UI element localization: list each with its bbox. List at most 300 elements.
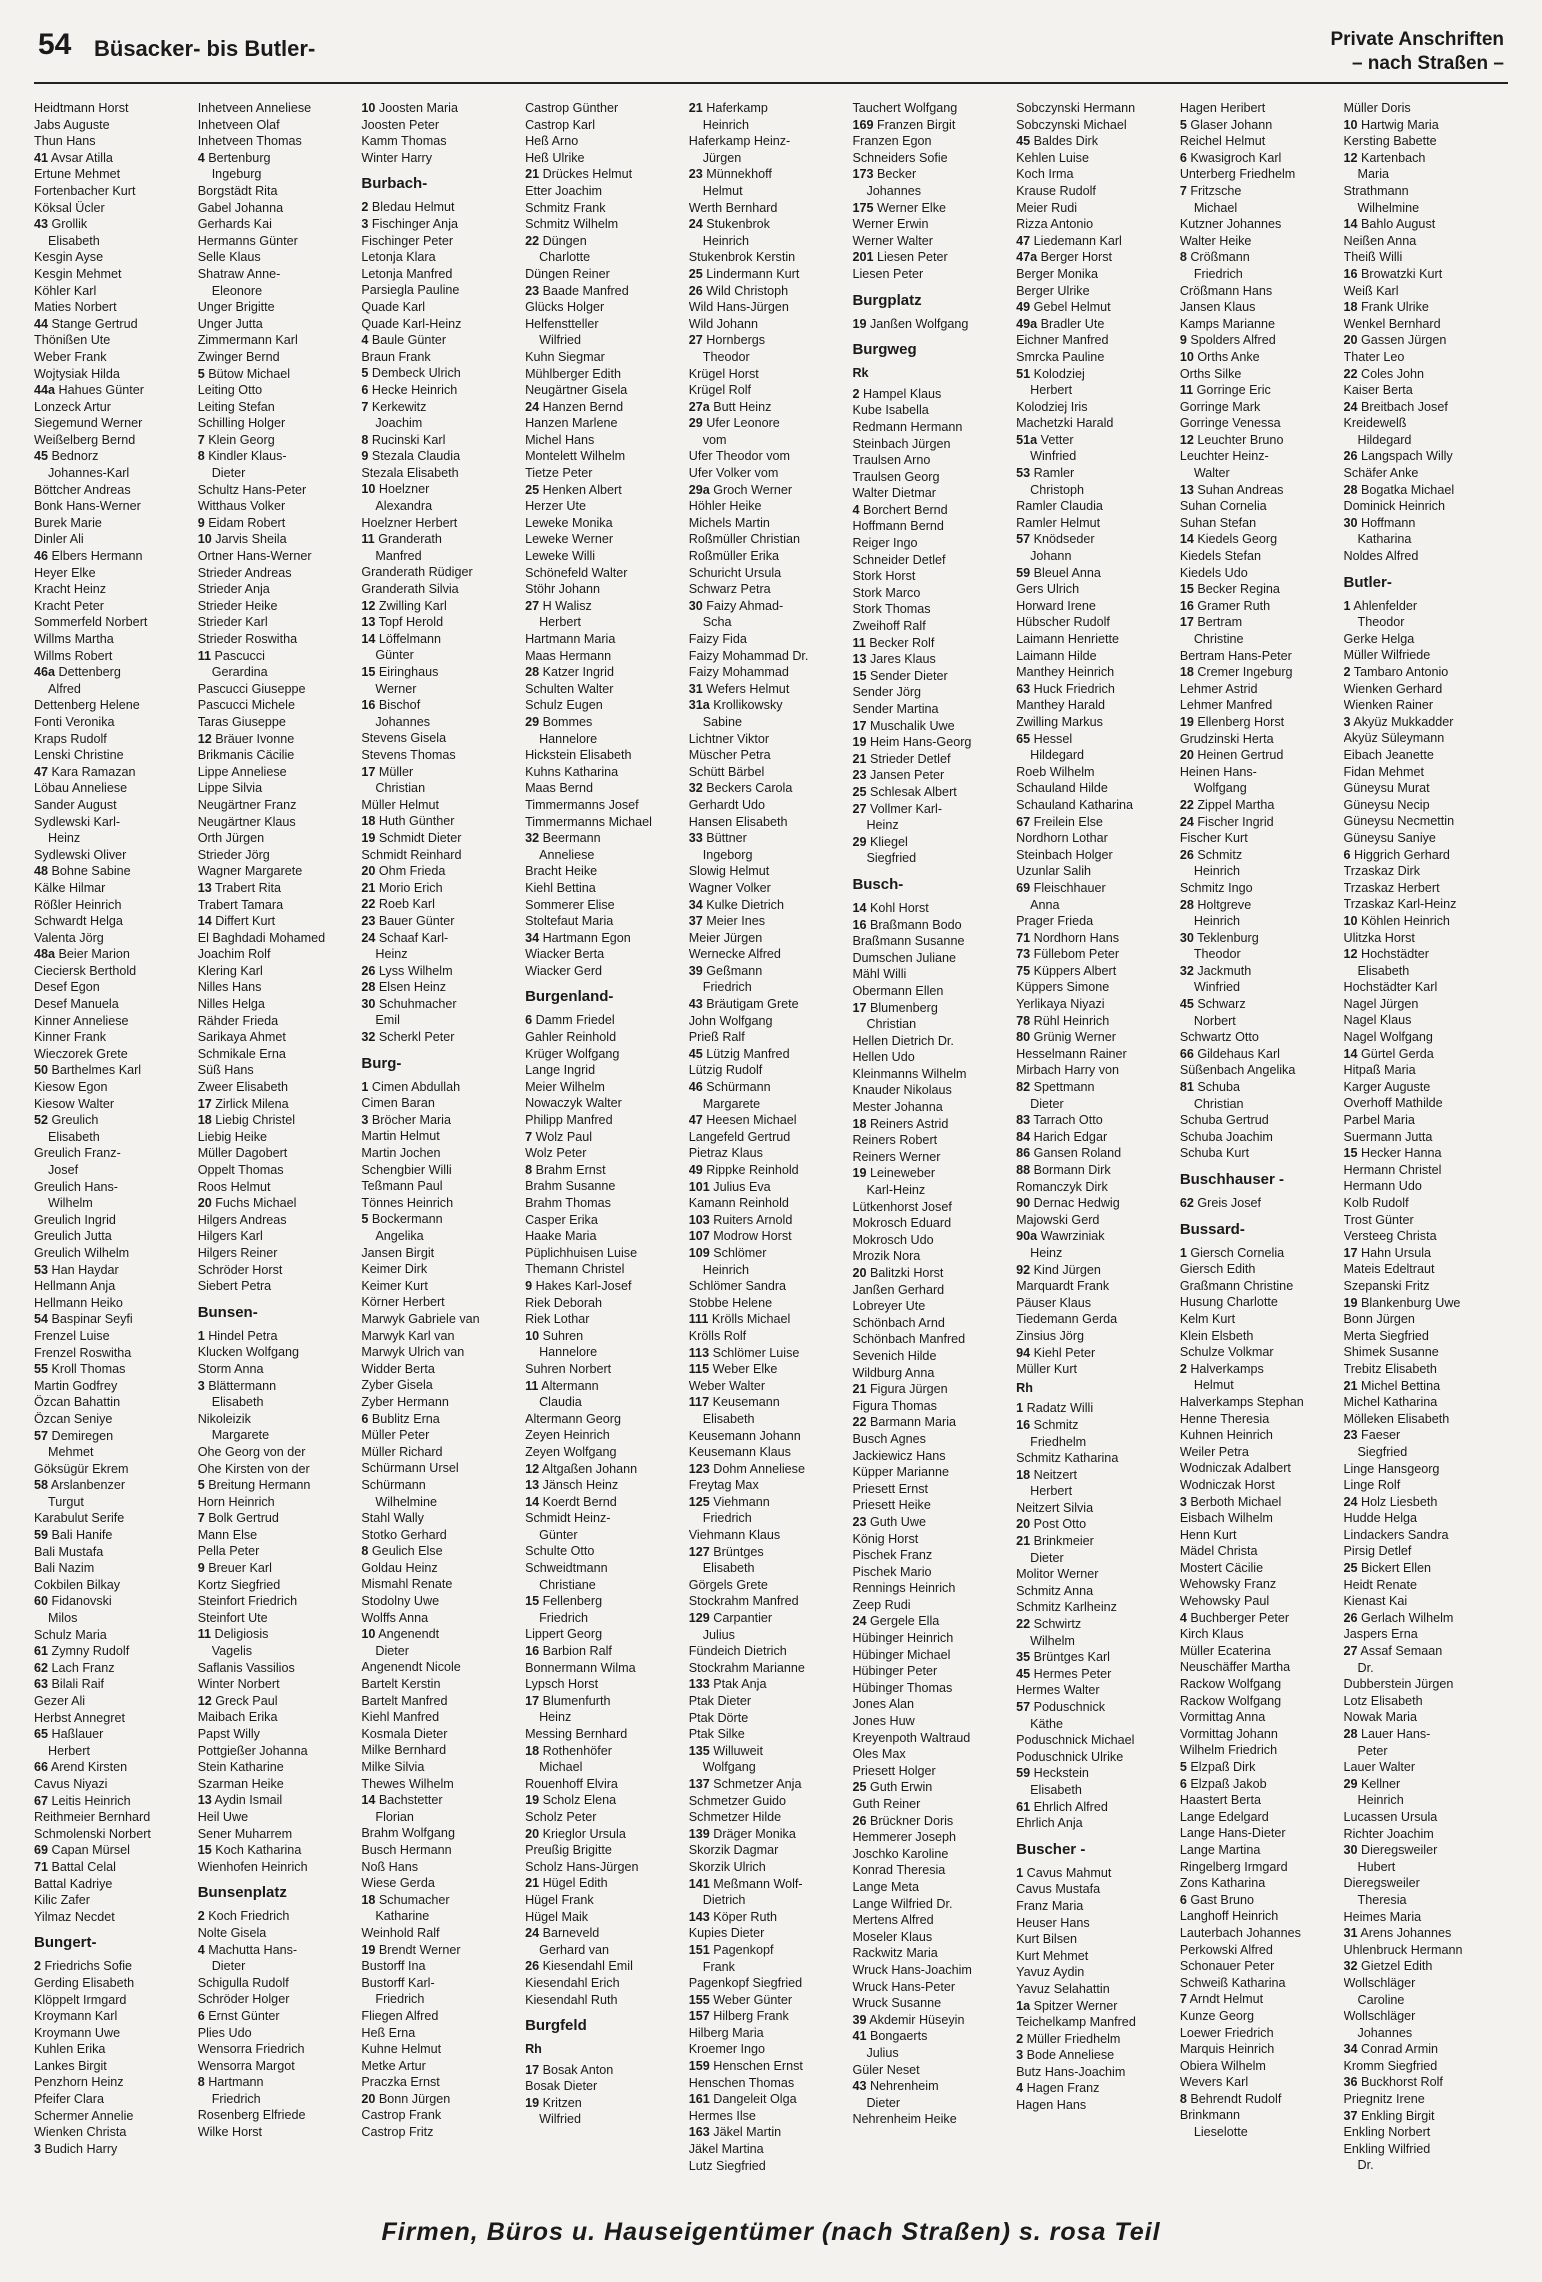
resident-name: Halverkamps	[1190, 1361, 1264, 1376]
resident-name: Freilein Else	[1033, 814, 1103, 829]
resident-name: Schweidtmann	[525, 1561, 608, 1576]
resident-name: Kolodziej Iris	[1016, 399, 1088, 414]
resident-name: Michel Hans	[525, 432, 595, 447]
house-number: 12	[197, 1693, 212, 1708]
resident-name: Tietze Peter	[525, 466, 593, 481]
resident-name: Breitbach Josef	[1361, 399, 1448, 414]
resident-name: Herzer Ute	[525, 499, 586, 514]
resident-name: Pischek Franz	[852, 1548, 933, 1563]
house-number: 46	[688, 1080, 703, 1095]
resident-name: Dohm Anneliese	[713, 1461, 805, 1476]
resident-entry	[689, 1162, 849, 1179]
resident-name: Brahm Susanne	[525, 1179, 616, 1194]
resident-entry	[1180, 1875, 1340, 1892]
resident-entry	[525, 399, 685, 416]
resident-entry	[361, 282, 521, 299]
entry-continuation: Margarete	[211, 1428, 270, 1443]
resident-entry	[198, 1411, 358, 1428]
resident-entry	[1344, 1693, 1504, 1710]
resident-entry	[34, 780, 194, 797]
resident-name: Kartenbach	[1361, 150, 1426, 165]
resident-name: Trzaskaz Dirk	[1343, 864, 1420, 879]
resident-entry	[525, 200, 685, 217]
resident-entry	[198, 880, 358, 897]
resident-entry	[198, 731, 358, 748]
house-number: 61	[1016, 1799, 1031, 1814]
resident-entry	[361, 233, 521, 250]
resident-name: Kiehl Peter	[1033, 1345, 1096, 1360]
resident-name: Köper Ruth	[713, 1909, 777, 1924]
resident-entry	[525, 1212, 685, 1229]
resident-name: Pascucci Michele	[197, 698, 295, 713]
resident-name: Strieder Jörg	[197, 847, 270, 862]
resident-name: Blankenburg Uwe	[1361, 1295, 1461, 1310]
house-number: 61	[34, 1644, 49, 1659]
entry-continuation: Werner	[375, 681, 417, 696]
house-number: 54	[34, 1312, 49, 1327]
resident-name: Ptak Dieter	[688, 1694, 752, 1708]
house-number: 19	[525, 2095, 540, 2110]
resident-entry	[852, 2111, 1012, 2128]
resident-name: Inhetveen Olaf	[197, 117, 280, 132]
resident-entry	[34, 1411, 194, 1428]
resident-entry	[198, 1543, 358, 1560]
house-number: 21	[1343, 1378, 1358, 1393]
entry-continuation: Christiane	[539, 1577, 596, 1592]
house-number: 115	[688, 1362, 710, 1377]
resident-name: Höhler Heike	[688, 499, 762, 514]
house-number: 173	[852, 167, 874, 182]
resident-entry	[34, 432, 194, 449]
resident-entry	[1344, 1129, 1504, 1146]
entry-continuation: Christoph	[1030, 482, 1085, 497]
resident-entry	[1180, 797, 1340, 814]
resident-name: Schröder Holger	[197, 1992, 290, 2007]
resident-name: Schmitz Katharina	[1016, 1451, 1119, 1466]
resident-name: Baspinar Seyfi	[51, 1312, 133, 1327]
resident-name: Mostert Cäcilie	[1179, 1560, 1264, 1575]
resident-entry	[361, 299, 521, 316]
house-number: 8	[361, 432, 369, 447]
resident-name: Sarikaya Ahmet	[197, 1030, 286, 1045]
resident-name: Pascucci	[214, 648, 265, 663]
house-number: 11	[197, 648, 212, 663]
resident-name: Giersch Edith	[1179, 1262, 1256, 1277]
resident-entry	[1016, 498, 1176, 515]
resident-entry	[1344, 1942, 1504, 1959]
resident-name: Becker	[876, 167, 917, 182]
resident-entry	[525, 1859, 685, 1876]
resident-entry	[852, 266, 1012, 283]
house-number: 2	[34, 1959, 42, 1974]
resident-entry	[34, 913, 194, 930]
resident-entry	[34, 1295, 194, 1312]
resident-entry	[34, 415, 194, 432]
resident-entry	[361, 880, 521, 897]
house-number: 21	[688, 101, 703, 115]
resident-entry	[1180, 2008, 1340, 2025]
house-number: 14	[361, 631, 376, 646]
resident-entry	[689, 1179, 849, 1196]
resident-name: Wildburg Anna	[852, 1365, 935, 1380]
resident-name: Franz Maria	[1016, 1898, 1084, 1913]
resident-name: Eisbach Wilhelm	[1179, 1511, 1273, 1526]
resident-entry	[198, 432, 358, 449]
resident-entry	[525, 1477, 685, 1494]
resident-name: Maibach Erika	[197, 1710, 278, 1725]
resident-name: Fischer Ingrid	[1197, 814, 1274, 829]
resident-entry	[1180, 283, 1340, 300]
resident-name: Steinfort Ute	[197, 1610, 268, 1625]
resident-name: Schulze Volkmar	[1179, 1345, 1274, 1360]
resident-name: Rouenhoff Elvira	[525, 1776, 618, 1791]
resident-entry	[1180, 1411, 1340, 1428]
resident-name: Dräger Monika	[713, 1826, 796, 1841]
resident-name: Nordhorn Hans	[1033, 930, 1120, 945]
resident-name: Leweke Monika	[525, 515, 613, 530]
resident-name: Haastert Berta	[1179, 1793, 1262, 1808]
resident-name: Henn Kurt	[1179, 1527, 1237, 1542]
resident-entry	[689, 697, 849, 714]
resident-name: Wiacker Berta	[525, 947, 605, 962]
resident-entry	[1016, 133, 1176, 150]
resident-name: Gerke Helga	[1343, 631, 1415, 646]
entry-continuation: Anneliese	[539, 847, 595, 862]
resident-entry	[34, 2108, 194, 2125]
resident-name: Schmikale Erna	[197, 1046, 286, 1061]
resident-name: Keimer Kurt	[361, 1278, 428, 1293]
resident-entry	[1180, 598, 1340, 615]
resident-name: Riek Lothar	[525, 1312, 590, 1327]
resident-entry	[1016, 797, 1176, 814]
resident-entry	[525, 1693, 685, 1710]
resident-name: Strieder Karl	[197, 615, 268, 630]
resident-entry	[361, 564, 521, 581]
resident-entry	[689, 2058, 849, 2075]
entry-continuation: Christian	[1193, 1096, 1244, 1111]
entry-continuation: Elisabeth	[702, 1561, 755, 1576]
resident-name: Holtgreve	[1197, 897, 1252, 912]
resident-name: Hilgers Reiner	[197, 1245, 278, 1260]
resident-entry	[361, 1444, 521, 1461]
resident-entry	[198, 1842, 358, 1859]
resident-entry	[34, 100, 194, 117]
house-number: 27	[688, 333, 703, 348]
resident-name: Zwilling Markus	[1016, 714, 1103, 729]
page-number: 54	[38, 28, 72, 61]
house-number: 12	[1343, 150, 1358, 165]
resident-name: Meier Ines	[706, 914, 766, 929]
resident-entry	[1180, 1726, 1340, 1743]
resident-name: Enkling Birgit	[1361, 2108, 1435, 2123]
resident-entry	[34, 598, 194, 615]
resident-name: Heß Erna	[361, 2025, 416, 2040]
resident-entry	[525, 1361, 685, 1378]
resident-name: Klein Elsbeth	[1179, 1328, 1254, 1343]
resident-name: Huth Günther	[378, 814, 455, 829]
entry-continuation: vom	[702, 432, 727, 447]
resident-entry	[689, 780, 849, 797]
resident-name: Stevens Thomas	[361, 747, 456, 762]
resident-entry	[852, 485, 1012, 502]
resident-entry	[198, 531, 358, 548]
resident-entry	[1344, 2091, 1504, 2108]
resident-entry	[1016, 697, 1176, 714]
resident-name: Heimes Maria	[1343, 1909, 1422, 1924]
entry-continuation: Angelika	[375, 1229, 424, 1243]
resident-entry	[198, 930, 358, 947]
entry-continuation: Wolfgang	[702, 1760, 756, 1775]
resident-name: Bauer Günter	[378, 913, 455, 928]
resident-name: Thater Leo	[1343, 349, 1405, 364]
resident-entry	[689, 465, 849, 482]
resident-entry	[525, 415, 685, 432]
resident-name: Inhetveen Thomas	[197, 134, 302, 149]
resident-name: Stockrahm Marianne	[688, 1660, 805, 1675]
resident-name: Themann Christel	[525, 1262, 625, 1277]
resident-entry	[34, 565, 194, 582]
resident-entry	[852, 933, 1012, 950]
resident-name: Borgstädt Rita	[197, 183, 278, 198]
resident-entry	[198, 847, 358, 864]
resident-name: Gorringe Venessa	[1179, 416, 1281, 431]
resident-entry	[198, 631, 358, 648]
resident-entry	[198, 830, 358, 847]
resident-name: Taras Giuseppe	[197, 714, 286, 729]
resident-name: Rähder Frieda	[197, 1013, 279, 1028]
street-heading: Busch-	[852, 875, 904, 893]
entry-continuation: Winfried	[1193, 980, 1240, 995]
district-code: Rh	[525, 2042, 542, 2057]
resident-entry	[1016, 332, 1176, 349]
resident-name: Schwarz	[1197, 997, 1246, 1012]
resident-entry	[689, 1079, 849, 1096]
resident-entry	[1180, 1626, 1340, 1643]
resident-entry	[525, 1543, 685, 1560]
resident-entry	[1344, 299, 1504, 316]
resident-name: Shimek Susanne	[1343, 1345, 1439, 1360]
resident-name: Pirsig Detlef	[1343, 1544, 1412, 1559]
resident-entry	[689, 2041, 849, 2058]
resident-entry	[1016, 1583, 1176, 1600]
resident-entry	[689, 1278, 849, 1295]
house-number: 12	[1179, 432, 1194, 447]
resident-name: Friedrichs Sofie	[44, 1959, 133, 1974]
resident-name: Unterberg Friedhelm	[1179, 167, 1296, 182]
resident-name: Dieregsweiler	[1361, 1843, 1438, 1858]
resident-entry	[34, 1793, 194, 1810]
resident-entry	[852, 1896, 1012, 1913]
resident-name: Uzunlar Salih	[1016, 864, 1092, 879]
resident-entry	[525, 648, 685, 665]
resident-entry	[852, 1199, 1012, 1216]
house-number: 6	[197, 2008, 205, 2023]
resident-entry	[198, 1660, 358, 1677]
entry-continuation: Heinz	[48, 831, 81, 846]
resident-name: Trabert Rita	[214, 880, 282, 895]
resident-name: Weber Frank	[34, 349, 107, 364]
entry-continuation: Käthe	[1030, 1716, 1064, 1731]
resident-name: Weiß Karl	[1343, 283, 1399, 298]
directory-column	[852, 100, 1016, 2220]
resident-entry	[361, 1145, 521, 1162]
resident-entry	[525, 797, 685, 814]
resident-entry	[34, 1676, 194, 1693]
resident-entry	[525, 1295, 685, 1312]
entry-continuation: Elisabeth	[702, 1411, 755, 1426]
house-number: 5	[1179, 1760, 1187, 1774]
resident-entry	[361, 1510, 521, 1527]
resident-entry	[34, 979, 194, 996]
resident-entry	[1344, 813, 1504, 830]
resident-entry	[1344, 366, 1504, 383]
resident-entry	[1180, 1344, 1340, 1361]
resident-entry	[34, 797, 194, 814]
resident-name: Schlömer Sandra	[688, 1279, 787, 1294]
resident-name: Priesett Holger	[852, 1763, 936, 1778]
resident-entry	[361, 1576, 521, 1593]
house-number: 175	[852, 200, 874, 215]
resident-name: Oppelt Thomas	[197, 1163, 284, 1177]
resident-name: Hoffmann Bernd	[852, 519, 944, 534]
house-number: 7	[197, 1511, 205, 1526]
resident-name: Nordhorn Lothar	[1016, 831, 1108, 846]
house-number: 15	[525, 1594, 540, 1609]
resident-entry	[689, 1295, 849, 1312]
resident-entry	[1180, 166, 1340, 183]
resident-name: Maas Hermann	[525, 648, 612, 663]
house-number: 7	[361, 399, 369, 414]
resident-name: Zweer Elisabeth	[197, 1080, 288, 1095]
house-number: 28	[1179, 897, 1194, 912]
resident-name: Stork Thomas	[852, 602, 931, 617]
house-number: 6	[1343, 847, 1351, 862]
resident-name: Barmann Maria	[869, 1415, 957, 1430]
resident-entry	[852, 1348, 1012, 1365]
resident-name: Lindermann Kurt	[706, 266, 800, 281]
resident-entry	[1180, 1527, 1340, 1544]
resident-name: Ringelberg Irmgard	[1179, 1859, 1288, 1874]
resident-entry	[1180, 1112, 1340, 1129]
resident-entry	[1016, 200, 1176, 217]
house-number: 113	[688, 1345, 710, 1360]
resident-entry	[852, 585, 1012, 602]
resident-name: Wolz Peter	[525, 1146, 587, 1161]
resident-name: Guth Reiner	[852, 1797, 921, 1811]
entry-continuation: Hildegard	[1030, 748, 1085, 763]
house-number: 22	[361, 897, 376, 912]
resident-entry	[198, 216, 358, 233]
resident-name: Stobbe Helene	[688, 1295, 773, 1310]
resident-entry	[1180, 1908, 1340, 1925]
resident-name: Dumschen Juliane	[852, 950, 957, 965]
resident-name: Stockrahm Manfred	[688, 1594, 799, 1609]
resident-name: Wienken Rainer	[1343, 698, 1434, 713]
resident-entry	[1016, 714, 1176, 731]
resident-entry	[852, 1597, 1012, 1614]
house-number: 5	[361, 1212, 369, 1227]
resident-name: Schlömer Luise	[712, 1345, 800, 1360]
resident-entry	[525, 1743, 685, 1760]
resident-name: Ernst Günter	[208, 2008, 280, 2023]
resident-name: Schmitz Karlheinz	[1016, 1600, 1117, 1615]
resident-entry	[525, 1776, 685, 1793]
resident-name: Wodniczak Horst	[1179, 1477, 1275, 1492]
resident-entry	[689, 399, 849, 416]
resident-name: Zippel Martha	[1197, 797, 1275, 812]
resident-name: Cimen Baran	[361, 1096, 435, 1111]
resident-entry	[525, 1958, 685, 1975]
resident-entry	[689, 2158, 849, 2175]
entry-continuation: Ingeborg	[702, 847, 753, 862]
resident-entry	[1344, 2041, 1504, 2058]
resident-entry	[1344, 1145, 1504, 1162]
resident-entry	[34, 697, 194, 714]
resident-name: Marquis Heinrich	[1179, 2042, 1275, 2057]
entry-continuation: Turgut	[48, 1494, 84, 1509]
house-number: 67	[34, 1793, 49, 1808]
house-number: 28	[1343, 482, 1358, 497]
resident-name: Lach Franz	[51, 1660, 115, 1675]
house-number: 1	[197, 1328, 205, 1343]
resident-name: Saflanis Vassilios	[197, 1660, 295, 1675]
resident-name: Kroemer Ingo	[688, 2042, 766, 2057]
house-number: 28	[1343, 1727, 1358, 1741]
resident-name: Hellen Dietrich Dr.	[852, 1033, 954, 1048]
resident-name: Michels Martin	[688, 515, 770, 530]
resident-entry	[852, 1929, 1012, 1946]
street-heading: Bungert-	[34, 1934, 97, 1952]
resident-entry	[525, 963, 685, 980]
entry-continuation: Emil	[375, 1013, 400, 1028]
resident-name: H Walisz	[542, 598, 592, 613]
resident-entry	[34, 1013, 194, 1030]
resident-name: Strathmann	[1343, 183, 1409, 198]
resident-entry	[1180, 614, 1340, 631]
resident-entry	[34, 1079, 194, 1096]
resident-entry	[1016, 664, 1176, 681]
resident-name: Gorringe Mark	[1179, 399, 1261, 414]
resident-name: Haake Maria	[525, 1229, 597, 1244]
resident-entry	[852, 1962, 1012, 1979]
resident-entry	[34, 648, 194, 665]
house-number: 20	[1179, 748, 1194, 763]
resident-name: Schürmann	[361, 1477, 426, 1492]
resident-name: Busch Agnes	[852, 1431, 926, 1446]
resident-name: Wild Hans-Jürgen	[688, 300, 789, 315]
resident-entry	[689, 2124, 849, 2141]
resident-name: Liedemann Karl	[1033, 233, 1122, 248]
resident-entry	[1180, 1742, 1340, 1759]
resident-name: Schulz Eugen	[525, 698, 603, 713]
resident-name: Keusemann Klaus	[688, 1445, 791, 1460]
resident-entry	[34, 714, 194, 731]
resident-entry	[689, 166, 849, 183]
resident-name: Leiting Otto	[197, 383, 263, 398]
resident-name: Bednorz	[51, 449, 99, 464]
resident-entry	[852, 966, 1012, 983]
resident-name: Wilhelm Friedrich	[1179, 1743, 1278, 1758]
resident-entry	[689, 1228, 849, 1245]
resident-name: Avsar Atilla	[50, 150, 113, 165]
resident-name: Demiregen	[51, 1428, 114, 1443]
resident-name: Battal Kadriye	[34, 1876, 113, 1891]
house-number: 31a	[688, 698, 710, 713]
resident-name: Joschko Karoline	[852, 1846, 949, 1861]
resident-entry	[689, 515, 849, 532]
resident-entry	[198, 1129, 358, 1146]
house-number: 16	[361, 698, 376, 713]
